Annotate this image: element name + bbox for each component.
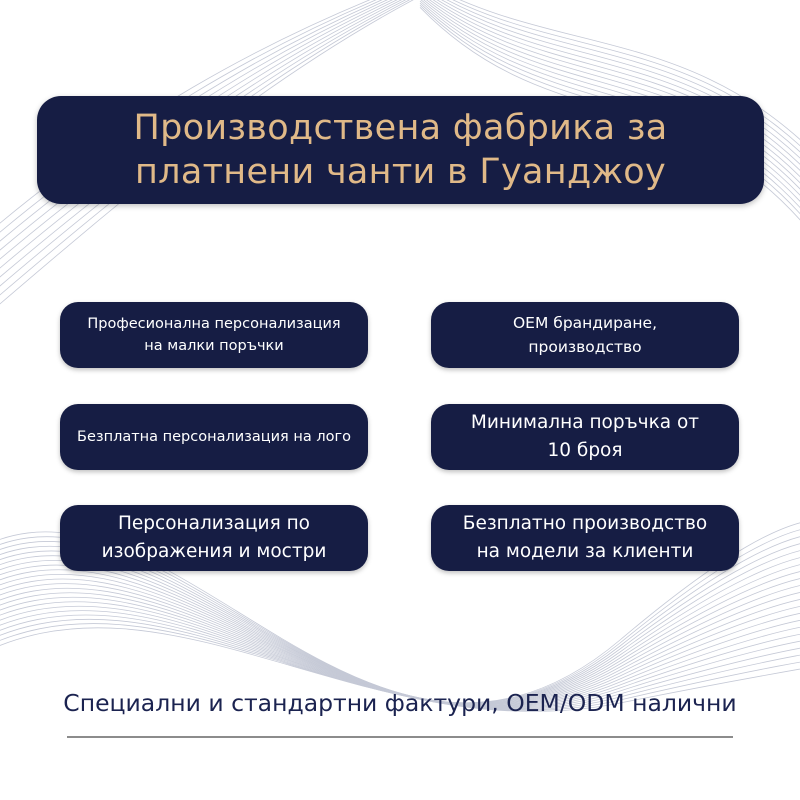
feature-image-sample-customization (60, 505, 368, 571)
feature-label-line-2: 10 броя (547, 440, 623, 461)
feature-label-line-1: Професионална персонализация (87, 316, 341, 332)
feature-label-line-2: производство (528, 338, 642, 356)
background-wave-line (0, 560, 800, 704)
footer-invoice-note: Специални и стандартни фактури, OEM/ODM налични (63, 689, 737, 717)
feature-free-logo-customization (60, 404, 368, 470)
feature-label-line-2: на малки поръчки (144, 338, 284, 354)
feature-label-line-1: Минимална поръчка от (470, 412, 700, 433)
feature-free-sample-production (431, 505, 739, 571)
footer-divider (67, 736, 733, 738)
feature-label-line-2: изображения и мостри (101, 541, 327, 562)
feature-label-line-1: Безплатна персонализация на лого (77, 429, 351, 445)
feature-label-line-1: Персонализация по (117, 513, 311, 534)
feature-small-order-customization (60, 302, 368, 368)
title-line-1: Производствена фабрика за (133, 108, 668, 148)
feature-minimum-order (431, 404, 739, 470)
page-title (134, 106, 668, 194)
feature-oem-branding (431, 302, 739, 368)
title-banner (37, 96, 764, 204)
title-line-2: платнени чанти в Гуанджоу (134, 152, 667, 192)
feature-label-line-2: на модели за клиенти (476, 541, 694, 562)
feature-label-line-1: OEM брандиране, (512, 314, 658, 332)
feature-label-line-1: Безплатно производство (462, 513, 708, 534)
